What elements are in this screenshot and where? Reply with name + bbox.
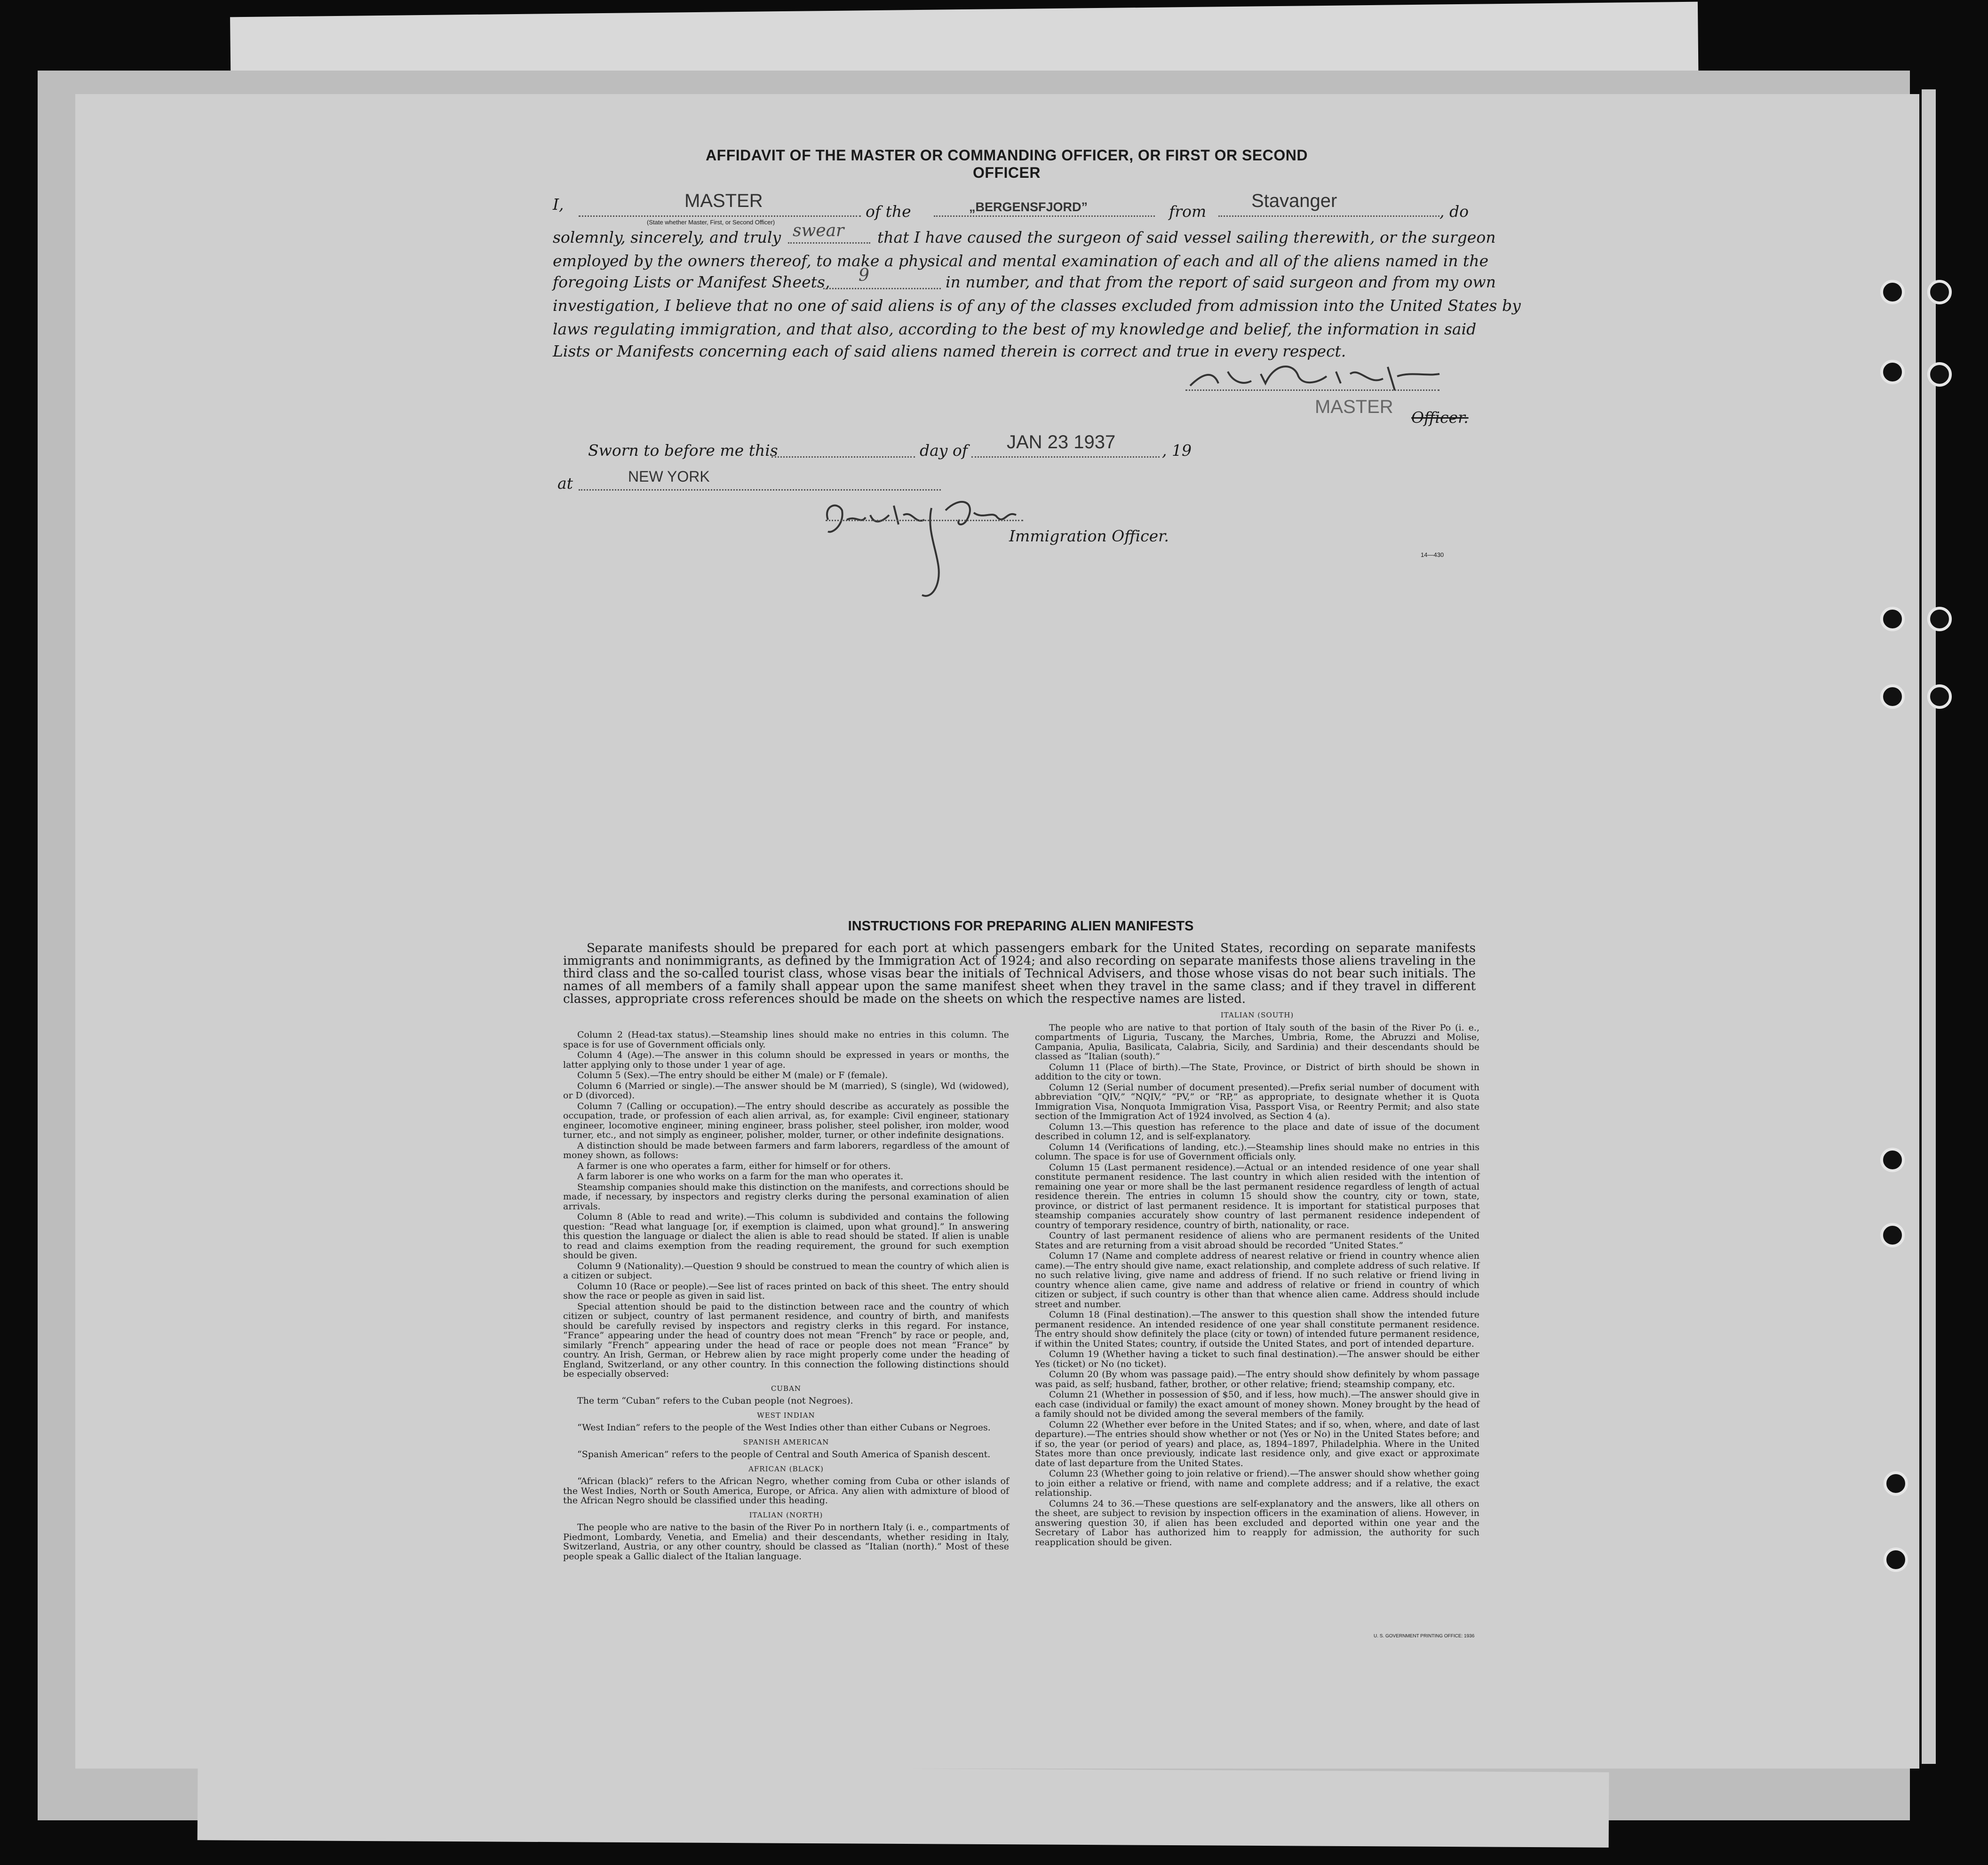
instruction-item: Column 19 (Whether having a ticket to such final destination).—The answer should be either Yes (ticket) or No (no ticket). [1035, 1349, 1479, 1369]
instruction-item: The people who are native to that portion of Italy south of the basin of the River Po (i. e., compartments of Liguria, Tuscany, the Marches, Umbria, Rome, the Abruzzi and Molise, Campania, Apulia, Basilicata, Calabria, Sicily, and Sardinia) and their descendants should be classed as “Italian (south).” [1035, 1022, 1479, 1062]
printer-imprint: U. S. GOVERNMENT PRINTING OFFICE: 1936 [1374, 1634, 1475, 1639]
punch-hole [1880, 684, 1905, 709]
instruction-item: Steamship companies should make this distinction on the manifests, and corrections should be made, if necessary, by inspectors and registry clerks during the personal examination of alien arrivals. [563, 1182, 1009, 1212]
page-edge [1922, 89, 1936, 1764]
instruction-item: Column 14 (Verifications of landing, etc.).—Steamship lines should make no entries in this column. The space is for use of Government officials only. [1035, 1142, 1479, 1162]
instruction-item: Column 20 (By whom was passage paid).—The entry should show definitely by whom passage was paid, as self; husband, father, brother, or other relative; friend; steamship company, etc. [1035, 1369, 1479, 1389]
ship-name: „BERGENSFJORD” [969, 200, 1088, 214]
instruction-item: Column 5 (Sex).—The entry should be either M (male) or F (female). [577, 1070, 888, 1080]
instruction-item: Country of last permanent residence of aliens who are permanent residents of the United States and are returning from a visit abroad should be recorded “United States.” [1035, 1230, 1479, 1251]
punch-hole [1880, 607, 1905, 631]
instruction-item: “West Indian” refers to the people of the West Indies other than either Cubans or Negroes. [577, 1422, 991, 1433]
ship-line [934, 215, 1155, 217]
affidavit-title: AFFIDAVIT OF THE MASTER OR COMMANDING OFFICER, OR FIRST OR SECOND OFFICER [706, 147, 1308, 181]
form-number: 14—430 [1421, 551, 1444, 558]
instruction-item: “African (black)” refers to the African Negro, whether coming from Cuba or other islands of the West Indies, North or South America, Europe, or Africa. Any alien with admixture of blood of the African Negro should be classified under this heading. [563, 1476, 1009, 1506]
rank-hint: (State whether Master, First, or Second Officer) [647, 219, 775, 226]
instruction-item: Column 18 (Final destination).—The answer to this question shall show the intended future permanent residence. An intended residence of one year shall constitute permanent residence. The entry should show definitely the place (city or town) of intended future permanent residence, if within the United States; country, if outside the United States, and port of intended departure. [1035, 1309, 1479, 1349]
instruction-item: Column 23 (Whether going to join relative or friend).—The answer should show whether going to join either a relative or friend, with name and complete address; and if a relative, the exact relationship. [1035, 1468, 1479, 1498]
affidavit-text: Lists or Manifests concerning each of said aliens named therein is correct and true in every respect. [553, 342, 1346, 360]
punch-hole [1927, 684, 1952, 709]
punch-hole [1880, 360, 1905, 384]
affidavit-text: that I have caused the surgeon of said vessel sailing therewith, or the surgeon [877, 228, 1496, 246]
section-heading: CUBAN [771, 1384, 802, 1393]
oath-word: swear [793, 221, 844, 240]
instruction-item: The term “Cuban” refers to the Cuban people (not Negroes). [577, 1396, 853, 1406]
rank-line [579, 215, 861, 217]
instruction-item: Column 8 (Able to read and write).—This column is subdivided and contains the following question: “Read what language [or, if exemption is claimed, upon what ground].” In answering this question the language or dialect the alien is able to read should be stated. If alien is unable to read and claims exemption from the reading requirement, the ground for such exemption should be given. [563, 1212, 1009, 1261]
oath-line [788, 242, 870, 244]
affidavit-text: solemnly, sincerely, and truly [553, 228, 781, 246]
punch-hole [1927, 607, 1952, 631]
instructions-left-column [563, 1030, 1009, 1562]
instruction-item: Column 2 (Head-tax status).—Steamship lines should make no entries in this column. The space is for use of Government officials only. [563, 1030, 1009, 1050]
affidavit-text: , do [1439, 202, 1469, 221]
affidavit-text: laws regulating immigration, and that also, according to the best of my knowledge and belief, the information in said [553, 320, 1477, 338]
section-heading: ITALIAN (NORTH) [749, 1510, 823, 1519]
instruction-item: Column 6 (Married or single).—The answer should be M (married), S (single), Wd (widowed), or D (divorced). [563, 1080, 1009, 1101]
punch-hole [1880, 280, 1905, 304]
instruction-item: A distinction should be made between farmers and farm laborers, regardless of the amount of money shown, as follows: [563, 1140, 1009, 1160]
instruction-item: Column 9 (Nationality).—Question 9 should be construed to mean the country of which alien is a citizen or subject. [563, 1261, 1009, 1281]
punch-hole [1884, 1471, 1908, 1496]
at-label: at [557, 474, 573, 492]
master-sig-line [1185, 389, 1439, 391]
immigration-officer-signature [819, 492, 1026, 604]
instruction-item: Column 22 (Whether ever before in the United States; and if so, when, where, and date of last departure).—The entries should show whether or not (Yes or No) in the United States before; and if so, the year (or period of years) and place, as, 1894–1897, Philadelphia. Where in the United States more than once previously, indicate last residence only, and give exact or approximate date of last departure from the United States. [1035, 1419, 1479, 1468]
instructions-title: INSTRUCTIONS FOR PREPARING ALIEN MANIFESTS [848, 919, 1194, 934]
affidavit-text: from [1169, 202, 1207, 221]
instruction-item: Special attention should be paid to the distinction between race and the country of which citizen or subject, country of last permanent residence, and country of birth, and manifests should be carefully revised by inspectors and registry clerks in this regard. For instance, “France” appearing under the head of country does not mean “French” by race or people, and, similarly “French” appearing under the head of race or people does not mean “France” by country. An Irish, German, or Hebrew alien by race might properly come under the heading of England, Switzerland, or any other country. In this connection the following distinctions should be especially observed: [563, 1301, 1009, 1379]
punch-hole [1880, 1223, 1905, 1247]
sworn-text: Sworn to before me this [588, 441, 778, 460]
section-heading: ITALIAN (SOUTH) [1220, 1011, 1294, 1019]
affidavit-text: in number, and that from the report of said surgeon and from my own [946, 273, 1496, 291]
instruction-item: Column 11 (Place of birth).—The State, Province, or District of birth should be shown in addition to the city or town. [1035, 1062, 1479, 1082]
instruction-item: The people who are native to the basin of the River Po in northern Italy (i. e., compartments of Piedmont, Lombardy, Venetia, and Emelia) and their descendants, whether residing in Italy, Switzerland, Austria, or any other country, should be classed as “Italian (north).” Most of these people speak a Gallic dialect of the Italian language. [563, 1522, 1009, 1562]
sworn-date-line [971, 456, 1160, 458]
affidavit-text: foregoing Lists or Manifest Sheets, [553, 273, 830, 291]
sworn-date: JAN 23 1937 [1007, 432, 1116, 452]
section-heading: WEST INDIAN [757, 1411, 815, 1420]
sworn-day-line [771, 456, 915, 458]
from-port: Stavanger [1251, 190, 1337, 211]
affidavit-text: I, [553, 195, 564, 214]
instruction-item: “Spanish American” refers to the people of Central and South America of Spanish descent. [577, 1449, 991, 1460]
sheet-count: 9 [859, 266, 869, 285]
port-line [1218, 215, 1439, 217]
sworn-place: NEW YORK [628, 468, 710, 485]
underlying-sheet-bottom [198, 1765, 1609, 1848]
instruction-item: A farmer is one who operates a farm, either for himself or for others. [577, 1160, 891, 1171]
instructions-intro: Separate manifests should be prepared for each port at which passengers embark for the United States, recording on separate manifests immigrants and nonimmigrants, as defined by the Immigration Act of 1924; and also recording on separate manifests those aliens traveling in the third class and the so-called tourist class, whose visas bear the initials of Technical Advisers, and those whose visas do not bear such initials. The names of all members of a family shall appear upon the same manifest sheet when they travel in the same class; and if they travel in different classes, appropriate cross references should be made on the sheets on which the respective names are listed. [563, 941, 1476, 1006]
instruction-item: A farm laborer is one who works on a farm for the man who operates it. [577, 1171, 904, 1182]
sworn-text: , 19 [1162, 441, 1192, 460]
officer-rank: MASTER [684, 190, 763, 211]
signature-title: MASTER [1315, 397, 1393, 417]
punch-hole [1880, 1148, 1905, 1172]
place-line [579, 489, 941, 491]
sheet-count-line [823, 288, 941, 289]
affidavit-text: of the [866, 202, 911, 221]
affidavit-text: employed by the owners thereof, to make a physical and mental examination of each and all of the aliens named in the [553, 252, 1488, 270]
officer-sig-line [826, 520, 1023, 521]
section-heading: AFRICAN (BLACK) [748, 1464, 824, 1473]
immigration-officer-label: Immigration Officer. [1009, 527, 1169, 545]
officer-word: Officer. [1411, 408, 1469, 427]
affidavit-text: investigation, I believe that no one of said aliens is of any of the classes excluded from admission into the United States by [553, 296, 1521, 315]
instructions-right-column [1035, 1010, 1479, 1548]
instruction-item: Column 12 (Serial number of document presented).—Prefix serial number of document with abbreviation “QIV,” “NQIV,” “PV,” or “RP,” as appropriate, to designate whether it is Quota Immigration Visa, Nonquota Immigration Visa, Passport Visa, or Reentry Permit; and also state section of the Immigration Act of 1924 involved, as Section 4 (a). [1035, 1082, 1479, 1121]
sworn-text: day of [920, 441, 968, 460]
section-heading: SPANISH AMERICAN [743, 1437, 829, 1446]
punch-hole [1884, 1548, 1908, 1572]
instruction-item: Column 4 (Age).—The answer in this column should be expressed in years or months, the latter applying only to those under 1 year of age. [563, 1050, 1009, 1070]
punch-hole [1927, 362, 1952, 387]
instruction-item: Column 17 (Name and complete address of nearest relative or friend in country whence alien came).—The entry should give name, exact relationship, and complete address of such relative. If no such relative living, give name and address of friend. If no such relative or friend living in country whence alien came, give name and address of relative or friend in country of which citizen or subject, if such country is other than that whence alien came. Address should include street and number. [1035, 1251, 1479, 1309]
instruction-item: Column 21 (Whether in possession of $50, and if less, how much).—The answer should give in each case (individual or family) the exact amount of money shown. Money brought by the head of a family should not be divided among the several members of the family. [1035, 1389, 1479, 1419]
instruction-item: Column 13.—This question has reference to the place and date of issue of the document described in column 12, and is self-explanatory. [1035, 1121, 1479, 1142]
instruction-item: Column 15 (Last permanent residence).—Actual or an intended residence of one year shall constitute permanent residence. The last country in which alien resided with the intention of remaining one year or more shall be the last permanent residence regardless of length of actual residence therein. The entries in column 15 should show the country, city or town, state, province, or district of last permanent residence. It is important for statistical purposes that steamship companies accurately show country of last permanent residence independent of country of temporary residence, country of birth, nationality, or race. [1035, 1162, 1479, 1230]
instruction-item: Column 10 (Race or people).—See list of races printed on back of this sheet. The entry should show the race or people as given in said list. [563, 1281, 1009, 1301]
instruction-item: Column 7 (Calling or occupation).—The entry should describe as accurately as possible the occupation, trade, or profession of each alien arrival, as, for example: Civil engineer, stationary engineer, locomotive engineer, mining engineer, brass polisher, steel polisher, iron molder, wood turner, etc., and not simply as engineer, polisher, molder, turner, or other indefinite designations. [563, 1101, 1009, 1140]
punch-hole [1927, 280, 1952, 304]
instruction-item: Columns 24 to 36.—These questions are self-explanatory and the answers, like all others on the sheet, are subject to revision by inspection officers in the examination of aliens. However, in answering question 30, if alien has been excluded and deported within one year and the Secretary of Labor has authorized him to reapply for admission, the authority for such reapplication should be given. [1035, 1498, 1479, 1548]
